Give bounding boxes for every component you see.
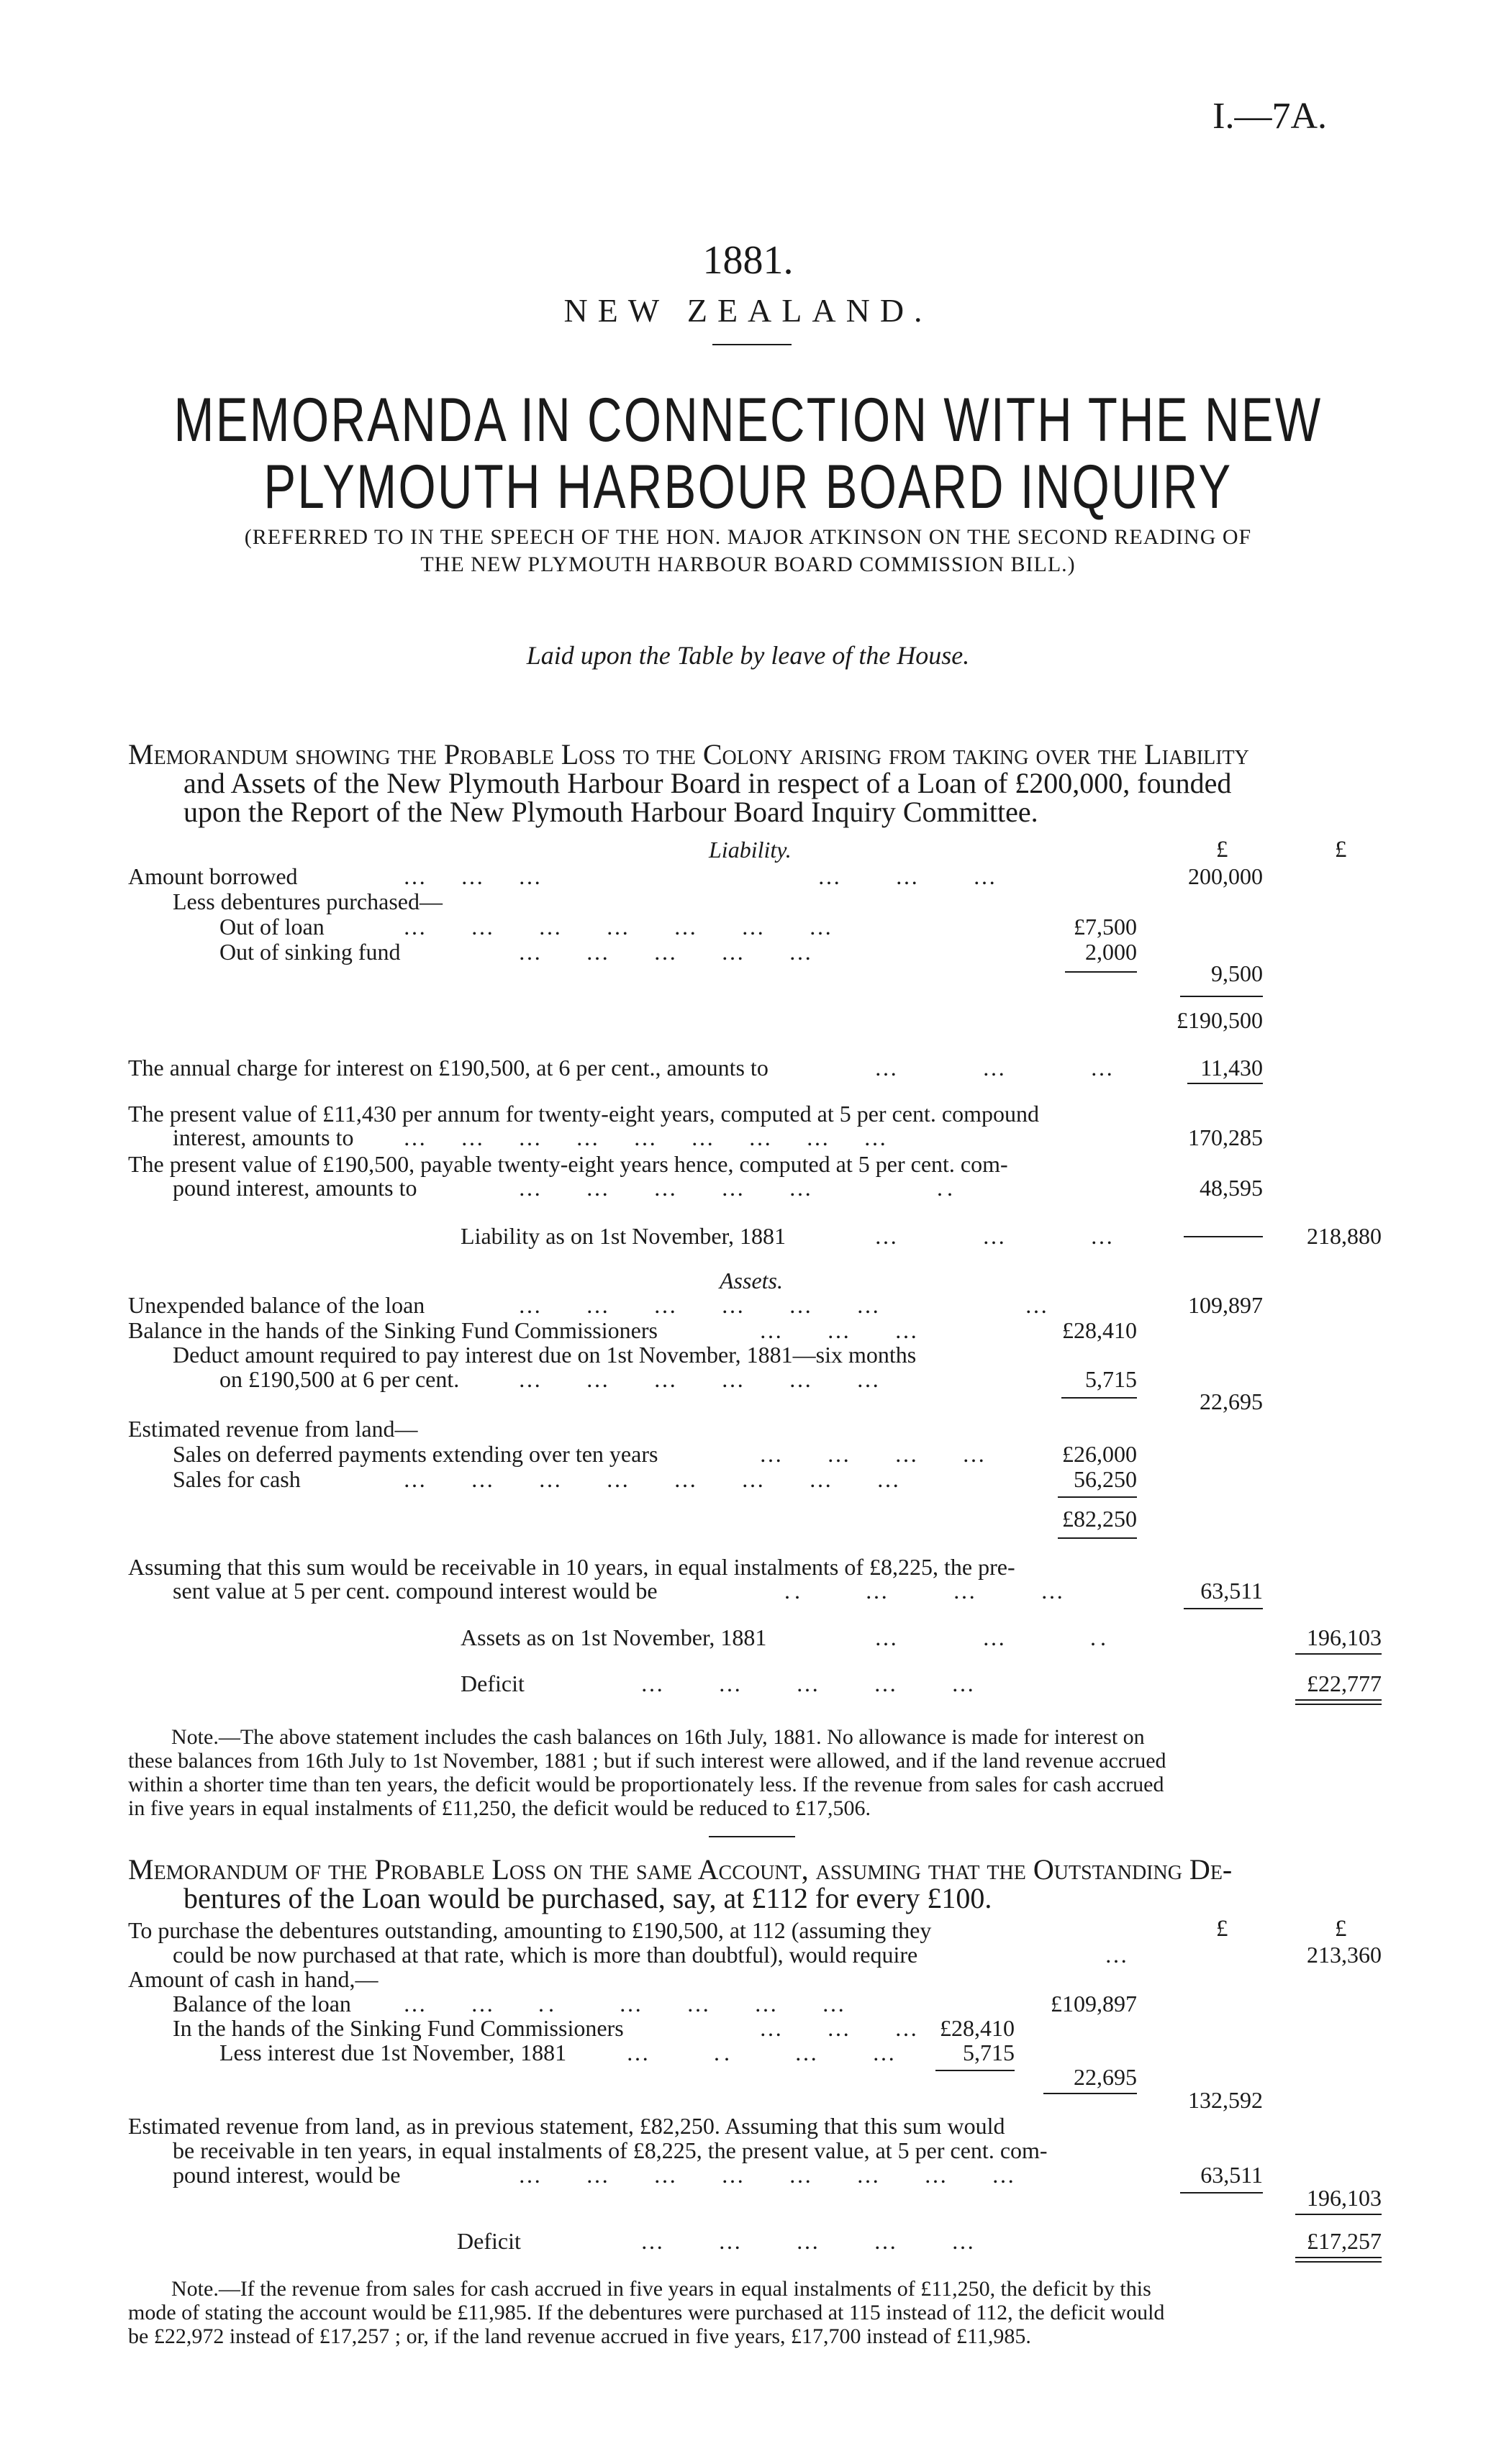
leader-dots: … … … … … .. bbox=[518, 1175, 957, 1201]
unexpended-label: Unexpended balance of the loan bbox=[128, 1292, 425, 1318]
subtotal-rule bbox=[1061, 1397, 1137, 1399]
leader-dots: … … … … … bbox=[518, 939, 816, 965]
purchase-line-2: could be now purchased at that rate, which is more than doubtful), would require bbox=[173, 1942, 918, 1968]
page-reference: I.—7A. bbox=[1212, 96, 1327, 137]
debentures-total-value: 9,500 bbox=[1211, 960, 1263, 986]
assets-total-value: 196,103 bbox=[1307, 1624, 1382, 1650]
subtotal-rule bbox=[1295, 1653, 1382, 1655]
memo2-note-line-2: mode of stating the account would be £11,985. If the debentures were purchased at 115 instead of 112, the deficit would bbox=[128, 2301, 1165, 2324]
subtotal-rule bbox=[1058, 1537, 1137, 1539]
leader-dots: … … … … … … bbox=[518, 1366, 884, 1392]
pv1-value: 170,285 bbox=[1188, 1124, 1263, 1150]
year: 1881. bbox=[702, 238, 794, 283]
memo2-assets-total-value: 196,103 bbox=[1307, 2185, 1382, 2211]
subtotal-rule bbox=[1184, 1236, 1263, 1237]
leader-dots: … … … … … bbox=[640, 1670, 979, 1696]
leader-dots: … … … … … … … … … bbox=[403, 1124, 891, 1150]
assets-total-label: Assets as on 1st November, 1881 bbox=[461, 1624, 767, 1650]
assuming-line-2: sent value at 5 per cent. compound interest would be bbox=[173, 1578, 658, 1604]
subtotal-rule bbox=[1065, 971, 1137, 973]
net-borrowed-value: £190,500 bbox=[1177, 1007, 1263, 1033]
less-interest-value: 5,715 bbox=[963, 2040, 1015, 2065]
annual-charge-value: 11,430 bbox=[1200, 1055, 1263, 1081]
liability-heading: Liability. bbox=[709, 837, 792, 863]
column-pound-1: £ bbox=[1216, 1916, 1228, 1942]
leader-dots: … … … … … … bbox=[403, 863, 1000, 889]
revenue-total-value: £82,250 bbox=[1062, 1506, 1137, 1532]
leader-dots: … … … … … … … … bbox=[518, 2162, 1019, 2188]
title-line-1: MEMORANDA IN CONNECTION WITH THE NEW bbox=[173, 386, 1323, 455]
leader-dots: … … … … … … … … bbox=[403, 1466, 904, 1492]
subtotal-rule bbox=[1058, 1496, 1137, 1498]
memo1-intro-line-3: upon the Report of the New Plymouth Harbour Board Inquiry Committee. bbox=[183, 796, 1038, 828]
double-rule bbox=[1295, 2257, 1382, 2258]
less-interest-label: Less interest due 1st November, 1881 bbox=[219, 2040, 567, 2065]
double-rule bbox=[1295, 1699, 1382, 1701]
leader-dots: … … … bbox=[874, 1223, 1118, 1249]
assuming-line-1: Assuming that this sum would be receivable in 10 years, in equal instalments of £8,225, the pre- bbox=[128, 1554, 1015, 1580]
est-revenue-label: Estimated revenue from land— bbox=[128, 1416, 418, 1442]
sales-cash-label: Sales for cash bbox=[173, 1466, 301, 1492]
out-of-loan-value: £7,500 bbox=[1074, 914, 1137, 940]
double-rule bbox=[1295, 1704, 1382, 1705]
laid-upon-table: Laid upon the Table by leave of the House. bbox=[526, 641, 970, 670]
leader-dots: … … … bbox=[759, 1317, 922, 1343]
deduct-line-1: Deduct amount required to pay interest due on 1st November, 1881—six months bbox=[173, 1342, 917, 1368]
est-line-2: be receivable in ten years, in equal instalments of £8,225, the present value, at 5 per cent. com- bbox=[173, 2137, 1048, 2163]
purchase-value: 213,360 bbox=[1307, 1942, 1382, 1968]
est-value: 63,511 bbox=[1200, 2162, 1263, 2188]
memo2-intro-line-1: Memorandum of the Probable Loss on the same Account, assuming that the Outstanding De- bbox=[128, 1853, 1233, 1886]
title-line-2: PLYMOUTH HARBOUR BOARD INQUIRY bbox=[263, 453, 1233, 522]
memo2-deficit-value: £17,257 bbox=[1307, 2228, 1382, 2254]
leader-dots: … … .. bbox=[874, 1624, 1110, 1650]
leader-dots: … … … bbox=[874, 1055, 1118, 1081]
column-pound-1: £ bbox=[1216, 837, 1228, 863]
amount-borrowed-label: Amount borrowed bbox=[128, 863, 298, 889]
leader-dots: … … … … bbox=[759, 1441, 989, 1467]
assuming-value: 63,511 bbox=[1200, 1578, 1263, 1604]
column-pound-2: £ bbox=[1335, 837, 1347, 863]
memo1-note-line-1: Note.—The above statement includes the cash balances on 16th July, 1881. No allowance is made for interest on bbox=[171, 1725, 1145, 1749]
memo1-note-line-4: in five years in equal instalments of £11,250, the deficit would be reduced to £17,506. bbox=[128, 1796, 871, 1820]
sales-deferred-label: Sales on deferred payments extending over ten years bbox=[173, 1441, 658, 1467]
leader-dots: … … … … … … … bbox=[403, 914, 836, 940]
section-divider bbox=[709, 1836, 795, 1837]
leader-dots: … … … bbox=[759, 2015, 922, 2041]
subtotal-rule bbox=[1187, 1083, 1263, 1084]
cash-in-hand-label: Amount of cash in hand,— bbox=[128, 1966, 378, 1992]
subtotal-rule bbox=[1180, 996, 1263, 997]
memo1-intro-line-1: Memorandum showing the Probable Loss to the Colony arising from taking over the Liability bbox=[128, 738, 1249, 770]
purchase-line-1: To purchase the debentures outstanding, amounting to £190,500, at 112 (assuming they bbox=[128, 1917, 932, 1943]
subtotal-rule bbox=[1180, 2192, 1263, 2193]
subtitle-line-2: THE NEW PLYMOUTH HARBOUR BOARD COMMISSION BILL.) bbox=[420, 553, 1076, 576]
balance-sinking-value: £28,410 bbox=[1062, 1317, 1137, 1343]
cash-total-value: 132,592 bbox=[1188, 2087, 1263, 2113]
pv2-line-1: The present value of £190,500, payable twenty-eight years hence, computed at 5 per cent. com- bbox=[128, 1151, 1008, 1177]
leader-dots: … bbox=[1105, 1942, 1132, 1968]
memo2-deficit-label: Deficit bbox=[457, 2228, 521, 2254]
out-of-sinking-label: Out of sinking fund bbox=[219, 939, 401, 965]
double-rule bbox=[1295, 2261, 1382, 2263]
liability-total-label: Liability as on 1st November, 1881 bbox=[461, 1223, 786, 1249]
leader-dots: … … .. … … … … bbox=[403, 1991, 849, 2017]
assets-heading: Assets. bbox=[720, 1268, 783, 1294]
subtitle-line-1: (REFERRED TO IN THE SPEECH OF THE HON. MAJOR ATKINSON ON THE SECOND READING OF bbox=[244, 525, 1252, 549]
pv1-line-1: The present value of £11,430 per annum for twenty-eight years, computed at 5 per cent. compound bbox=[128, 1101, 1039, 1127]
less-debentures-label: Less debentures purchased— bbox=[173, 888, 443, 914]
sinking-hands-value: £28,410 bbox=[940, 2015, 1015, 2041]
leader-dots: … .. … … bbox=[626, 2040, 899, 2065]
pv2-value: 48,595 bbox=[1200, 1175, 1263, 1201]
pv1-line-2: interest, amounts to bbox=[173, 1124, 354, 1150]
pv2-line-2: pound interest, amounts to bbox=[173, 1175, 417, 1201]
net-balance-value: 22,695 bbox=[1200, 1388, 1263, 1414]
net-sinking-value: 22,695 bbox=[1074, 2064, 1137, 2090]
deficit-value: £22,777 bbox=[1307, 1670, 1382, 1696]
leader-dots: .. … … … bbox=[784, 1578, 1068, 1604]
title-divider bbox=[712, 344, 792, 345]
annual-charge-label: The annual charge for interest on £190,500, at 6 per cent., amounts to bbox=[128, 1055, 769, 1081]
memo2-note-line-3: be £22,972 instead of £17,257 ; or, if the land revenue accrued in five years, £17,700 instead of £11,985. bbox=[128, 2324, 1031, 2348]
sinking-hands-label: In the hands of the Sinking Fund Commissioners bbox=[173, 2015, 624, 2041]
sales-deferred-value: £26,000 bbox=[1062, 1441, 1137, 1467]
memo2-intro-line-2: bentures of the Loan would be purchased, say, at £112 for every £100. bbox=[183, 1882, 992, 1914]
sales-cash-value: 56,250 bbox=[1074, 1466, 1137, 1492]
subtotal-rule bbox=[1295, 2214, 1382, 2215]
deficit-label: Deficit bbox=[461, 1670, 525, 1696]
leader-dots: … … … … … … … bbox=[518, 1292, 1052, 1318]
amount-borrowed-value: 200,000 bbox=[1188, 863, 1263, 889]
memo1-note-line-3: within a shorter time than ten years, the deficit would be proportionately less. If the revenue from sales for cash accrued bbox=[128, 1773, 1164, 1796]
liability-total-value: 218,880 bbox=[1307, 1223, 1382, 1249]
subtotal-rule bbox=[1184, 1608, 1263, 1609]
est-line-3: pound interest, would be bbox=[173, 2162, 401, 2188]
column-pound-2: £ bbox=[1335, 1916, 1347, 1942]
subtotal-rule bbox=[1043, 2093, 1137, 2094]
memo1-intro-line-2: and Assets of the New Plymouth Harbour Board in respect of a Loan of £200,000, founded bbox=[183, 767, 1232, 799]
balance-loan-value: £109,897 bbox=[1051, 1991, 1137, 2017]
country: NEW ZEALAND. bbox=[563, 292, 933, 329]
memo1-note-line-2: these balances from 16th July to 1st November, 1881 ; but if such interest were allowed, and if the land revenue accrued bbox=[128, 1749, 1166, 1773]
out-of-loan-label: Out of loan bbox=[219, 914, 325, 940]
leader-dots: … … … … … bbox=[640, 2228, 979, 2254]
deduct-line-2: on £190,500 at 6 per cent. bbox=[219, 1366, 460, 1392]
est-line-1: Estimated revenue from land, as in previous statement, £82,250. Assuming that this sum would bbox=[128, 2113, 1005, 2139]
balance-sinking-label: Balance in the hands of the Sinking Fund Commissioners bbox=[128, 1317, 658, 1343]
balance-loan-label: Balance of the loan bbox=[173, 1991, 351, 2017]
memo2-note-line-1: Note.—If the revenue from sales for cash accrued in five years in equal instalments of £11,250, the deficit by this bbox=[171, 2277, 1151, 2301]
subtotal-rule bbox=[935, 2070, 1015, 2071]
unexpended-value: 109,897 bbox=[1188, 1292, 1263, 1318]
out-of-sinking-value: 2,000 bbox=[1085, 939, 1137, 965]
deduct-value: 5,715 bbox=[1085, 1366, 1137, 1392]
